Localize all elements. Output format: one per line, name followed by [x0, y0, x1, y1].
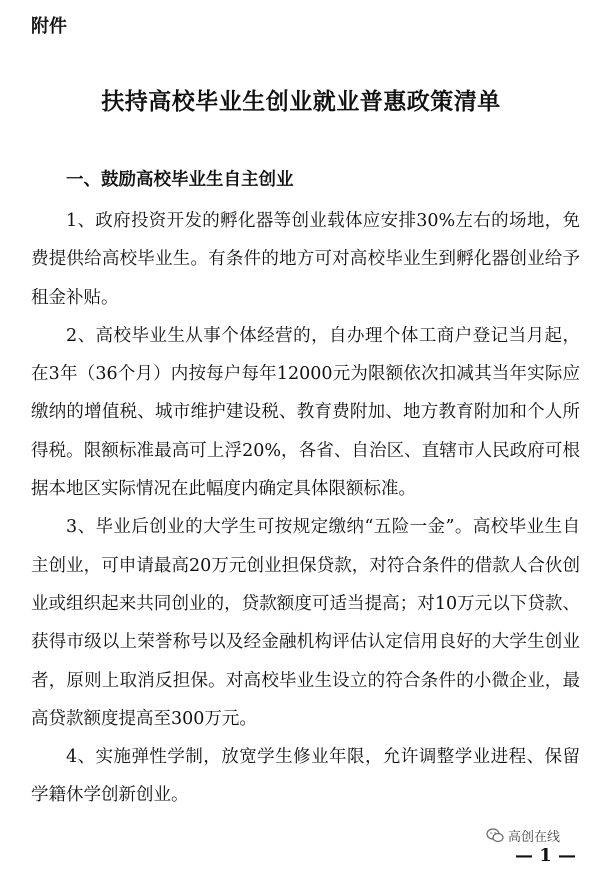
- paragraph-1: 1、政府投资开发的孵化器等创业载体应安排30%左右的场地，免费提供给高校毕业生。有条件的地方可对高校毕业生到孵化器创业给予租金补贴。: [31, 211, 580, 308]
- paragraph-4: 4、实施弹性学制，放宽学生修业年限，允许调整学业进程、保留学籍休学创新创业。: [31, 747, 580, 806]
- paragraph-3: 3、毕业后创业的大学生可按规定缴纳“五险一金”。高校毕业生自主创业，可申请最高20万元创业担保贷款，对符合条件的借款人合伙创业或组织起来共同创业的，贷款额度可适当提高；对10万元以下贷款、获得市级以上荣誉称号以及经金融机构评估认定信用良好的大学生创业者，原则上取消反担保。对高校毕业生设立的符合条件的小微企业，最高贷款额度提高至300万元。: [31, 517, 580, 729]
- watermark-text: 高创在线: [508, 830, 561, 845]
- page-number: — 1 —: [515, 845, 577, 866]
- document-body: [31, 202, 580, 815]
- section-heading: 一、鼓励高校毕业生自主创业: [66, 170, 294, 190]
- attachment-label: 附件: [31, 16, 67, 37]
- document-title: 扶持高校毕业生创业就业普惠政策清单: [101, 88, 501, 115]
- paragraph-2: 2、高校毕业生从事个体经营的，自办理个体工商户登记当月起，在3年（36个月）内按每户每年12000元为限额依次扣减其当年实际应缴纳的增值税、城市维护建设税、教育费附加、地方教育附加和个人所得税。限额标准最高可上浮20%，各省、自治区、直辖市人民政府可根据本地区实际情况在此幅度内确定具体限额标准。: [31, 325, 580, 500]
- wechat-icon: [486, 828, 504, 843]
- source-watermark: [486, 826, 560, 845]
